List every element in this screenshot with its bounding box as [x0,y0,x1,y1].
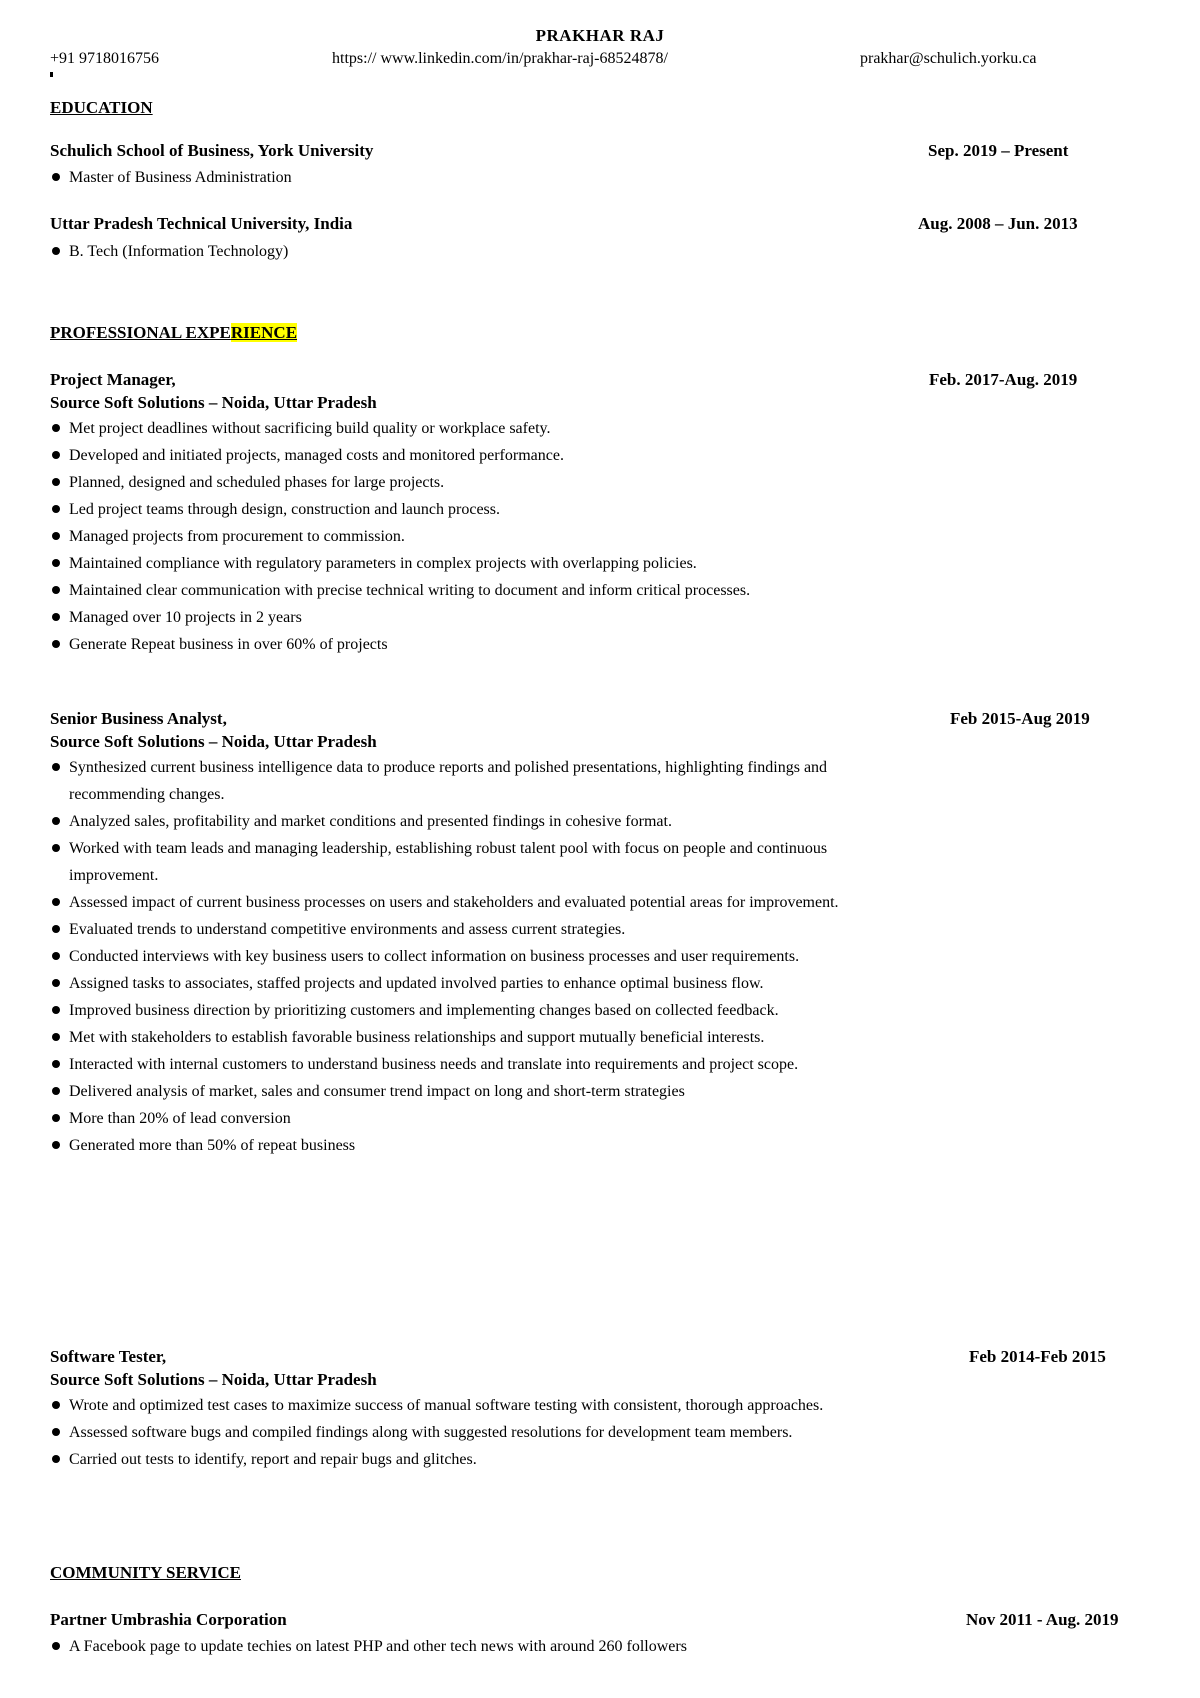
bullet-icon [52,586,60,594]
bullet-icon [52,1033,60,1041]
bullet-text: Managed over 10 projects in 2 years [69,609,302,626]
bullet-item [50,1633,880,1660]
bullet-icon [52,173,60,181]
bullet-text: Generated more than 50% of repeat business [69,1137,356,1154]
bullet-icon [52,613,60,621]
bullet-text: B. Tech (Information Technology) [69,243,289,260]
bullet-text: Planned, designed and scheduled phases for large projects. [69,474,445,491]
bullet-icon [52,925,60,933]
bullet-item [50,415,880,442]
phone-number: +91 9718016756 [50,50,160,67]
bullet-list [50,164,880,191]
job-title: Senior Business Analyst, [50,709,227,728]
bullet-list [50,1392,880,1473]
bullet-item [50,1078,880,1105]
bullet-list [50,415,880,658]
bullet-icon [52,424,60,432]
bullet-item [50,523,880,550]
bullet-text: Analyzed sales, profitability and market conditions and presented findings in cohesive format. [69,813,672,830]
bullet-item [50,631,880,658]
bullet-text: Assigned tasks to associates, staffed projects and updated involved parties to enhance optimal business flow. [69,975,764,992]
education-heading: EDUCATION [50,98,153,117]
bullet-icon [52,640,60,648]
bullet-item [50,604,880,631]
bullet-text: Led project teams through design, construction and launch process. [69,501,500,518]
job-title: Software Tester, [50,1347,167,1366]
candidate-name: PRAKHAR RAJ [535,26,665,45]
education-institution: Uttar Pradesh Technical University, India [50,214,353,233]
community-dates: Nov 2011 - Aug. 2019 [966,1610,1119,1629]
bullet-text: Developed and initiated projects, managed costs and monitored performance. [69,447,564,464]
community-heading: COMMUNITY SERVICE [50,1563,241,1582]
experience-heading-plain: PROFESSIONAL EXPE [50,323,231,342]
bullet-icon [52,1114,60,1122]
job-dates: Feb 2015-Aug 2019 [950,709,1090,728]
bullet-item [50,1392,880,1419]
bullet-icon [52,817,60,825]
bullet-text: Carried out tests to identify, report and repair bugs and glitches. [69,1451,477,1468]
bullet-text: Generate Repeat business in over 60% of projects [69,636,388,653]
bullet-icon [52,1087,60,1095]
job-company: Source Soft Solutions – Noida, Uttar Pradesh [50,1370,377,1389]
bullet-text: Conducted interviews with key business users to collect information on business processes and user requirements. [69,948,800,965]
bullet-item [50,238,880,265]
bullet-icon [52,478,60,486]
bullet-item [50,754,880,808]
bullet-text: Maintained compliance with regulatory parameters in complex projects with overlapping policies. [69,555,697,572]
bullet-icon [52,1642,60,1650]
bullet-item [50,469,880,496]
bullet-text: Maintained clear communication with precise technical writing to document and inform critical processes. [69,582,751,599]
bullet-icon [52,1401,60,1409]
linkedin-url[interactable]: https:// www.linkedin.com/in/prakhar-raj-68524878/ [332,50,668,67]
bullet-text: A Facebook page to update techies on latest PHP and other tech news with around 260 followers [69,1638,687,1655]
bullet-item [50,916,880,943]
bullet-icon [52,559,60,567]
bullet-icon [52,532,60,540]
bullet-icon [52,979,60,987]
job-dates: Feb 2014-Feb 2015 [969,1347,1106,1366]
bullet-icon [52,505,60,513]
bullet-item [50,1132,880,1159]
bullet-item [50,577,880,604]
bullet-item [50,943,880,970]
education-dates: Sep. 2019 – Present [928,141,1069,160]
education-dates: Aug. 2008 – Jun. 2013 [918,214,1078,233]
bullet-text: Worked with team leads and managing leadership, establishing robust talent pool with focus on people and continuous improvement. [69,840,828,884]
bullet-item [50,1024,880,1051]
bullet-text: Assessed impact of current business processes on users and stakeholders and evaluated potential areas for improvement. [69,894,839,911]
bullet-item [50,1419,880,1446]
bullet-text: Managed projects from procurement to commission. [69,528,405,545]
bullet-icon [52,1141,60,1149]
bullet-text: Assessed software bugs and compiled findings along with suggested resolutions for development team members. [69,1424,793,1441]
job-company: Source Soft Solutions – Noida, Uttar Pradesh [50,732,377,751]
bullet-item [50,889,880,916]
bullet-text: Interacted with internal customers to understand business needs and translate into requirements and project scope. [69,1056,799,1073]
bullet-icon [52,1428,60,1436]
bullet-icon [52,952,60,960]
bullet-icon [52,898,60,906]
bullet-item [50,550,880,577]
bullet-text: Wrote and optimized test cases to maximize success of manual software testing with consistent, thorough approaches. [69,1397,824,1414]
bullet-icon [52,451,60,459]
bullet-icon [52,1455,60,1463]
bullet-text: Master of Business Administration [69,169,292,186]
bullet-text: Improved business direction by prioritizing customers and implementing changes based on collected feedback. [69,1002,779,1019]
bullet-icon [52,763,60,771]
bullet-item [50,1051,880,1078]
bullet-item [50,1446,880,1473]
bullet-item [50,835,880,889]
bullet-list [50,754,880,1159]
bullet-item [50,1105,880,1132]
bullet-icon [52,1006,60,1014]
bullet-text: Met with stakeholders to establish favorable business relationships and support mutually beneficial interests. [69,1029,765,1046]
education-institution: Schulich School of Business, York University [50,141,374,160]
bullet-icon [52,247,60,255]
bullet-icon [52,844,60,852]
bullet-list [50,238,880,265]
bullet-item [50,496,880,523]
bullet-text: Evaluated trends to understand competitive environments and assess current strategies. [69,921,626,938]
experience-heading-highlight: RIENCE [230,323,298,342]
bullet-item [50,997,880,1024]
bullet-item [50,970,880,997]
job-company: Source Soft Solutions – Noida, Uttar Pradesh [50,393,377,412]
job-title: Project Manager, [50,370,176,389]
job-dates: Feb. 2017-Aug. 2019 [929,370,1078,389]
bullet-text: Delivered analysis of market, sales and consumer trend impact on long and short-term strategies [69,1083,685,1100]
stray-mark [50,72,53,77]
bullet-text: Met project deadlines without sacrificing build quality or workplace safety. [69,420,551,437]
community-organization: Partner Umbrashia Corporation [50,1610,287,1629]
bullet-list [50,1633,880,1660]
bullet-item [50,164,880,191]
bullet-text: More than 20% of lead conversion [69,1110,291,1127]
bullet-text: Synthesized current business intelligence data to produce reports and polished presentations, highlighting findings and recommending changes. [69,759,828,803]
bullet-icon [52,1060,60,1068]
email-address[interactable]: prakhar@schulich.yorku.ca [860,50,1037,67]
bullet-item [50,442,880,469]
bullet-item [50,808,880,835]
experience-heading [50,323,297,343]
